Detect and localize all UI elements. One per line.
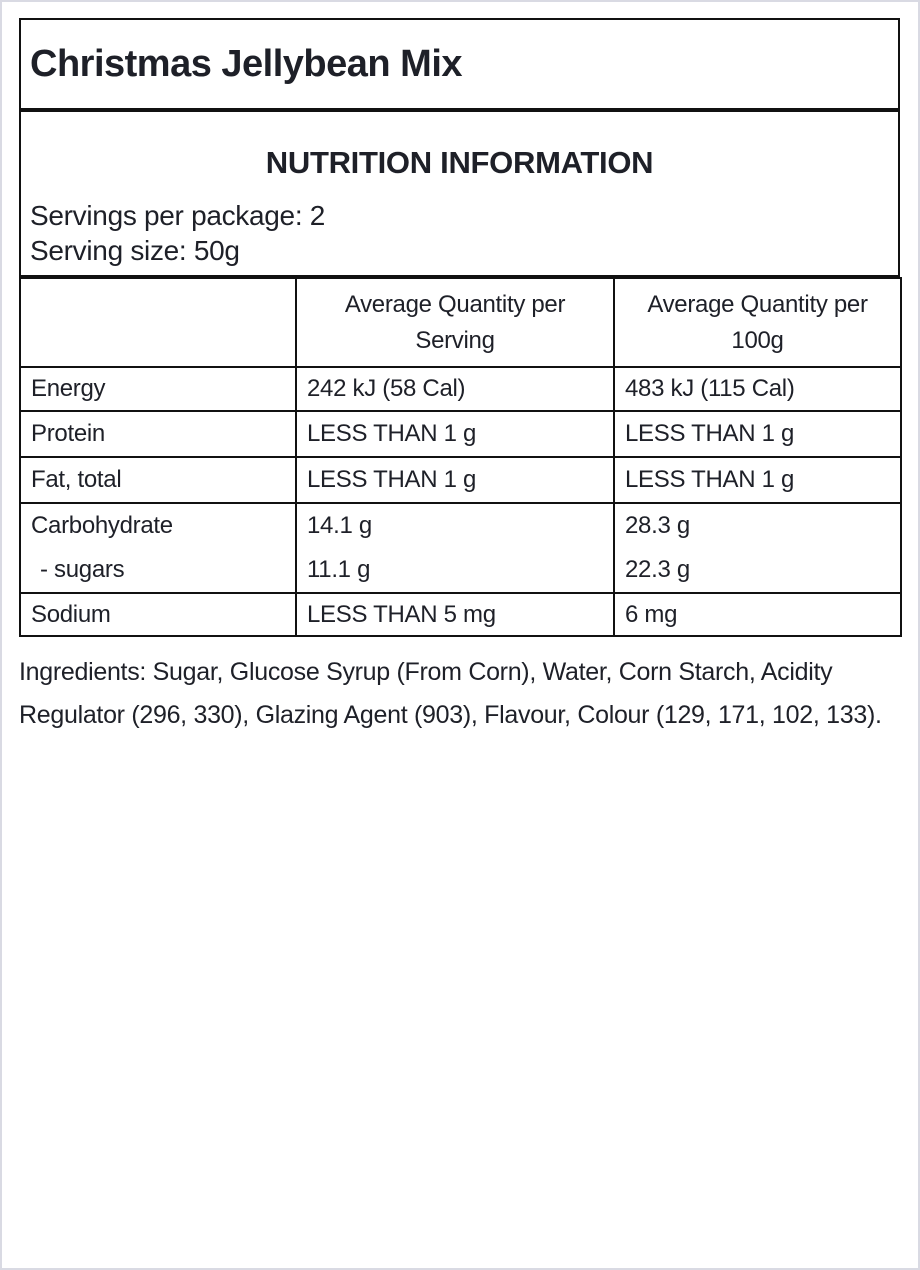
table-header-row: [20, 278, 901, 367]
sub-per-100g-value: 22.3 g: [625, 556, 690, 583]
serving-info: [21, 198, 898, 268]
per-serving-value: LESS THAN 1 g: [296, 411, 614, 457]
nutrition-table: [19, 277, 902, 637]
table-row-sodium: [20, 593, 901, 636]
per-serving-value: LESS THAN 5 mg: [296, 593, 614, 636]
ingredients-paragraph: Ingredients: Sugar, Glucose Syrup (From Corn), Water, Corn Starch, Acidity Regulator (296, 330), Glazing Agent (903), Flavour, Colour (129, 171, 102, 133).: [19, 658, 882, 729]
column-header-per-serving: Average Quantity per Serving: [296, 278, 614, 367]
serving-size: Serving size: 50g: [30, 235, 240, 266]
servings-per-package: Servings per package: 2: [30, 200, 326, 231]
label-content: [2, 2, 918, 737]
product-title-box: [19, 18, 900, 110]
table-row-carbohydrate: [20, 503, 901, 593]
table-row-protein: [20, 411, 901, 457]
column-header-per-100g: Average Quantity per 100g: [614, 278, 901, 367]
nutrition-heading: NUTRITION INFORMATION: [265, 145, 654, 180]
nutrient-name: Fat, total: [20, 457, 296, 503]
per-100g-value: 6 mg: [614, 593, 901, 636]
per-100g-value: LESS THAN 1 g: [614, 457, 901, 503]
nutrient-name: Protein: [20, 411, 296, 457]
per-100g-value: 483 kJ (115 Cal): [614, 367, 901, 411]
sub-per-serving-value: 11.1 g: [307, 556, 371, 583]
table-row-fat: [20, 457, 901, 503]
per-100g-value: 28.3 g 22.3 g: [614, 503, 901, 593]
sub-nutrient-name: - sugars: [40, 556, 125, 583]
nutrient-name: Sodium: [20, 593, 296, 636]
table-row-energy: [20, 367, 901, 411]
per-serving-value: 242 kJ (58 Cal): [296, 367, 614, 411]
per-100g-value: LESS THAN 1 g: [614, 411, 901, 457]
per-serving-value: 14.1 g 11.1 g: [296, 503, 614, 593]
product-title: Christmas Jellybean Mix: [30, 42, 463, 85]
column-header-nutrient: [20, 278, 296, 367]
nutrient-name: Energy: [20, 367, 296, 411]
nutrient-name: Carbohydrate - sugars: [20, 503, 296, 593]
per-serving-value: LESS THAN 1 g: [296, 457, 614, 503]
nutrition-panel: [19, 110, 900, 277]
